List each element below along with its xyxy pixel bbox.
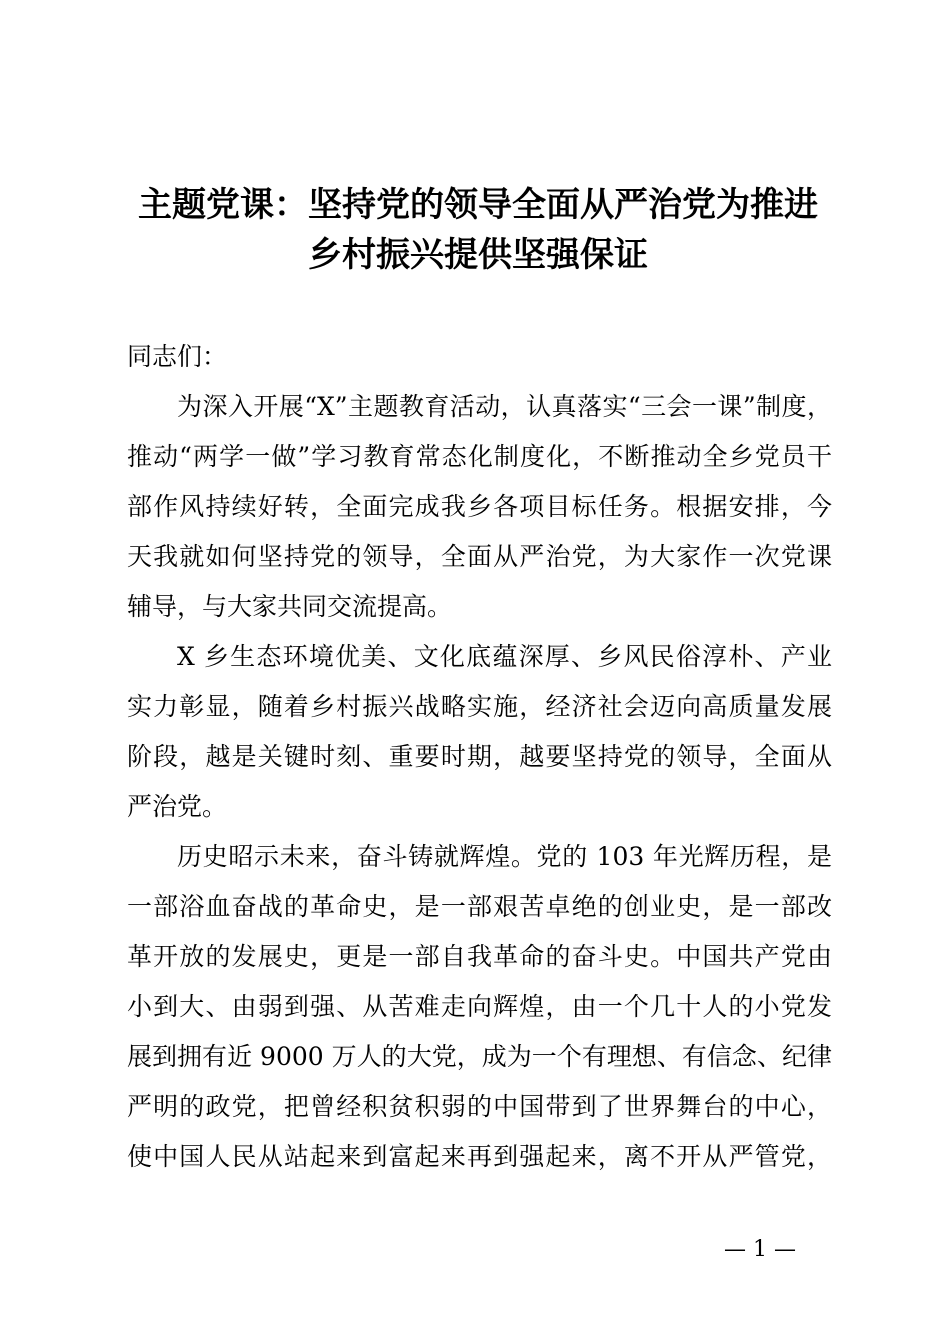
title-line: 主题党课：坚持党的领导全面从严治党为推进 bbox=[138, 185, 818, 225]
paragraph bbox=[127, 832, 832, 1182]
paragraph-line: 严明的政党，把曾经积贫积弱的中国带到了世界舞台的中心， bbox=[127, 1092, 832, 1121]
salutation: 同志们： bbox=[127, 342, 228, 371]
document-title bbox=[118, 180, 838, 280]
paragraph-line: 展到拥有近 9000 万人的大党，成为一个有理想、有信念、纪律 bbox=[127, 1042, 832, 1071]
paragraph-line: 阶段，越是关键时刻、重要时期，越要坚持党的领导，全面从 bbox=[127, 742, 832, 771]
paragraph bbox=[127, 382, 832, 632]
paragraph-line: X 乡生态环境优美、文化底蕴深厚、乡风民俗淳朴、产业 bbox=[177, 642, 832, 671]
paragraph-line: 推动“两学一做”学习教育常态化制度化，不断推动全乡党员干 bbox=[127, 442, 832, 471]
paragraph-line: 一部浴血奋战的革命史，是一部艰苦卓绝的创业史，是一部改 bbox=[127, 892, 832, 921]
page-number: — 1 — bbox=[724, 1237, 796, 1262]
paragraph-line: 严治党。 bbox=[127, 792, 228, 821]
paragraph-line: 部作风持续好转，全面完成我乡各项目标任务。根据安排，今 bbox=[127, 492, 832, 521]
paragraph-line: 使中国人民从站起来到富起来再到强起来，离不开从严管党， bbox=[127, 1142, 832, 1171]
title-line: 乡村振兴提供坚强保证 bbox=[308, 235, 648, 275]
paragraph bbox=[127, 632, 832, 832]
document-body bbox=[127, 332, 832, 1182]
paragraph-line: 实力彰显，随着乡村振兴战略实施，经济社会迈向高质量发展 bbox=[127, 692, 832, 721]
paragraph-line: 为深入开展“X”主题教育活动，认真落实“三会一课”制度， bbox=[177, 392, 832, 421]
paragraph-line: 天我就如何坚持党的领导，全面从严治党，为大家作一次党课 bbox=[127, 542, 832, 571]
paragraph-line: 小到大、由弱到强、从苦难走向辉煌，由一个几十人的小党发 bbox=[127, 992, 832, 1021]
paragraph-line: 历史昭示未来，奋斗铸就辉煌。党的 103 年光辉历程，是 bbox=[177, 842, 832, 871]
paragraph-line: 革开放的发展史，更是一部自我革命的奋斗史。中国共产党由 bbox=[127, 942, 832, 971]
paragraph-line: 辅导，与大家共同交流提高。 bbox=[127, 592, 453, 621]
